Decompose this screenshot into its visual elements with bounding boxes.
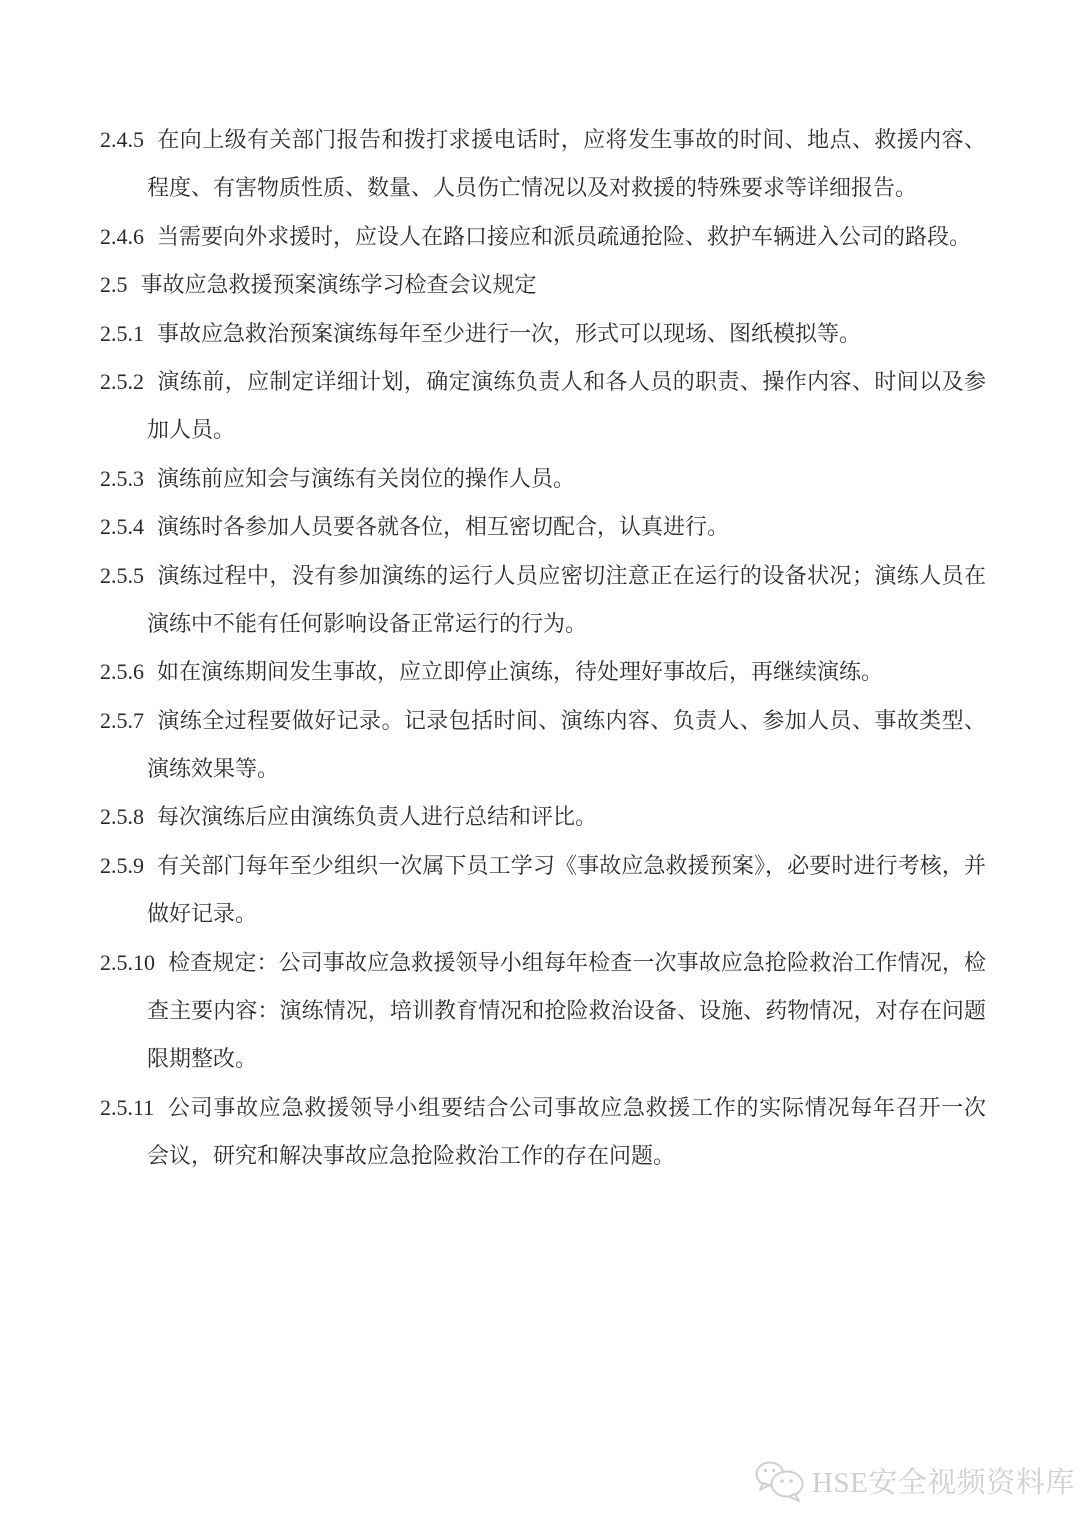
paragraph [100, 116, 986, 213]
paragraph-line [100, 842, 986, 890]
wechat-icon [755, 1457, 807, 1503]
item-text: 有关部门每年至少组织一次属下员工学习《事故应急救援预案》，必要时进行考核，并 [157, 852, 986, 878]
paragraph-line [100, 1084, 986, 1132]
paragraph [100, 793, 986, 841]
paragraph-line: 查主要内容：演练情况，培训教育情况和抢险救治设备、设施、药物情况，对存在问题 [147, 998, 986, 1024]
item-number: 2.5.8 [100, 804, 144, 830]
paragraph [100, 261, 986, 309]
item-text: 检查规定：公司事故应急救援领导小组每年检查一次事故应急抢险救治工作情况，检 [168, 949, 986, 975]
item-text: 每次演练后应由演练负责人进行总结和评比。 [157, 804, 598, 830]
paragraph-line: 做好记录。 [147, 901, 258, 927]
paragraph-line: 演练效果等。 [147, 756, 280, 782]
item-text: 当需要向外求援时，应设人在路口接应和派员疏通抢险、救护车辆进入公司的路段。 [157, 223, 972, 249]
item-number: 2.4.6 [100, 223, 144, 249]
item-number: 2.5.1 [100, 320, 144, 346]
paragraph [100, 648, 986, 696]
item-number: 2.5.11 [100, 1094, 155, 1120]
item-number: 2.5.4 [100, 514, 144, 540]
item-number: 2.5.5 [100, 562, 144, 588]
item-text: 演练全过程要做好记录。记录包括时间、演练内容、负责人、参加人员、事故类型、 [157, 707, 986, 733]
item-number: 2.5.10 [100, 949, 155, 975]
paragraph-line: 演练中不能有任何影响设备正常运行的行为。 [147, 610, 588, 636]
item-number: 2.5.9 [100, 852, 144, 878]
paragraph [100, 455, 986, 503]
item-text: 如在演练期间发生事故，应立即停止演练，待处理好事故后，再继续演练。 [157, 659, 884, 685]
watermark-label: HSE安全视频资料库 [812, 1466, 1075, 1499]
paragraph [100, 697, 986, 794]
item-text: 演练前，应制定详细计划，确定演练负责人和各人员的职责、操作内容、时间以及参 [157, 368, 986, 394]
paragraph [100, 358, 986, 455]
item-text: 事故应急救治预案演练每年至少进行一次，形式可以现场、图纸模拟等。 [157, 320, 862, 346]
paragraph-line [100, 261, 986, 309]
paragraph [100, 213, 986, 261]
paragraph-line: 限期整改。 [147, 1046, 258, 1072]
paragraph-line [100, 310, 986, 358]
paragraph-line [100, 939, 986, 987]
paragraph-line [100, 503, 986, 551]
item-text: 公司事故应急救援领导小组要结合公司事故应急救援工作的实际情况每年召开一次 [167, 1094, 986, 1120]
item-text: 演练过程中，没有参加演练的运行人员应密切注意正在运行的设备状况；演练人员在 [157, 562, 986, 588]
document-body [100, 116, 986, 1181]
paragraph [100, 1084, 986, 1181]
item-number: 2.5.2 [100, 368, 144, 394]
item-text: 事故应急救援预案演练学习检查会议规定 [140, 272, 537, 298]
item-text: 演练时各参加人员要各就各位，相互密切配合，认真进行。 [157, 514, 730, 540]
item-number: 2.5 [100, 272, 128, 298]
paragraph-line [100, 213, 986, 261]
watermark [755, 1452, 1075, 1508]
item-text: 在向上级有关部门报告和拨打求援电话时，应将发生事故的时间、地点、救援内容、 [157, 127, 986, 152]
paragraph [100, 310, 986, 358]
paragraph-line [100, 116, 986, 164]
paragraph-line [100, 793, 986, 841]
item-number: 2.5.7 [100, 707, 144, 733]
paragraph-line [100, 697, 986, 745]
item-text: 演练前应知会与演练有关岗位的操作人员。 [157, 465, 576, 491]
paragraph-line [100, 552, 986, 600]
paragraph-line [100, 455, 986, 503]
paragraph [100, 503, 986, 551]
item-number: 2.5.6 [100, 659, 144, 685]
paragraph-line: 加人员。 [147, 417, 236, 443]
item-number: 2.4.5 [100, 127, 144, 152]
paragraph-line: 会议，研究和解决事故应急抢险救治工作的存在问题。 [147, 1143, 676, 1169]
paragraph [100, 842, 986, 939]
paragraph-line [100, 358, 986, 406]
paragraph-line [100, 648, 986, 696]
paragraph [100, 552, 986, 649]
paragraph-line: 程度、有害物质性质、数量、人员伤亡情况以及对救援的特殊要求等详细报告。 [147, 175, 918, 201]
paragraph [100, 939, 986, 1084]
item-number: 2.5.3 [100, 465, 144, 491]
